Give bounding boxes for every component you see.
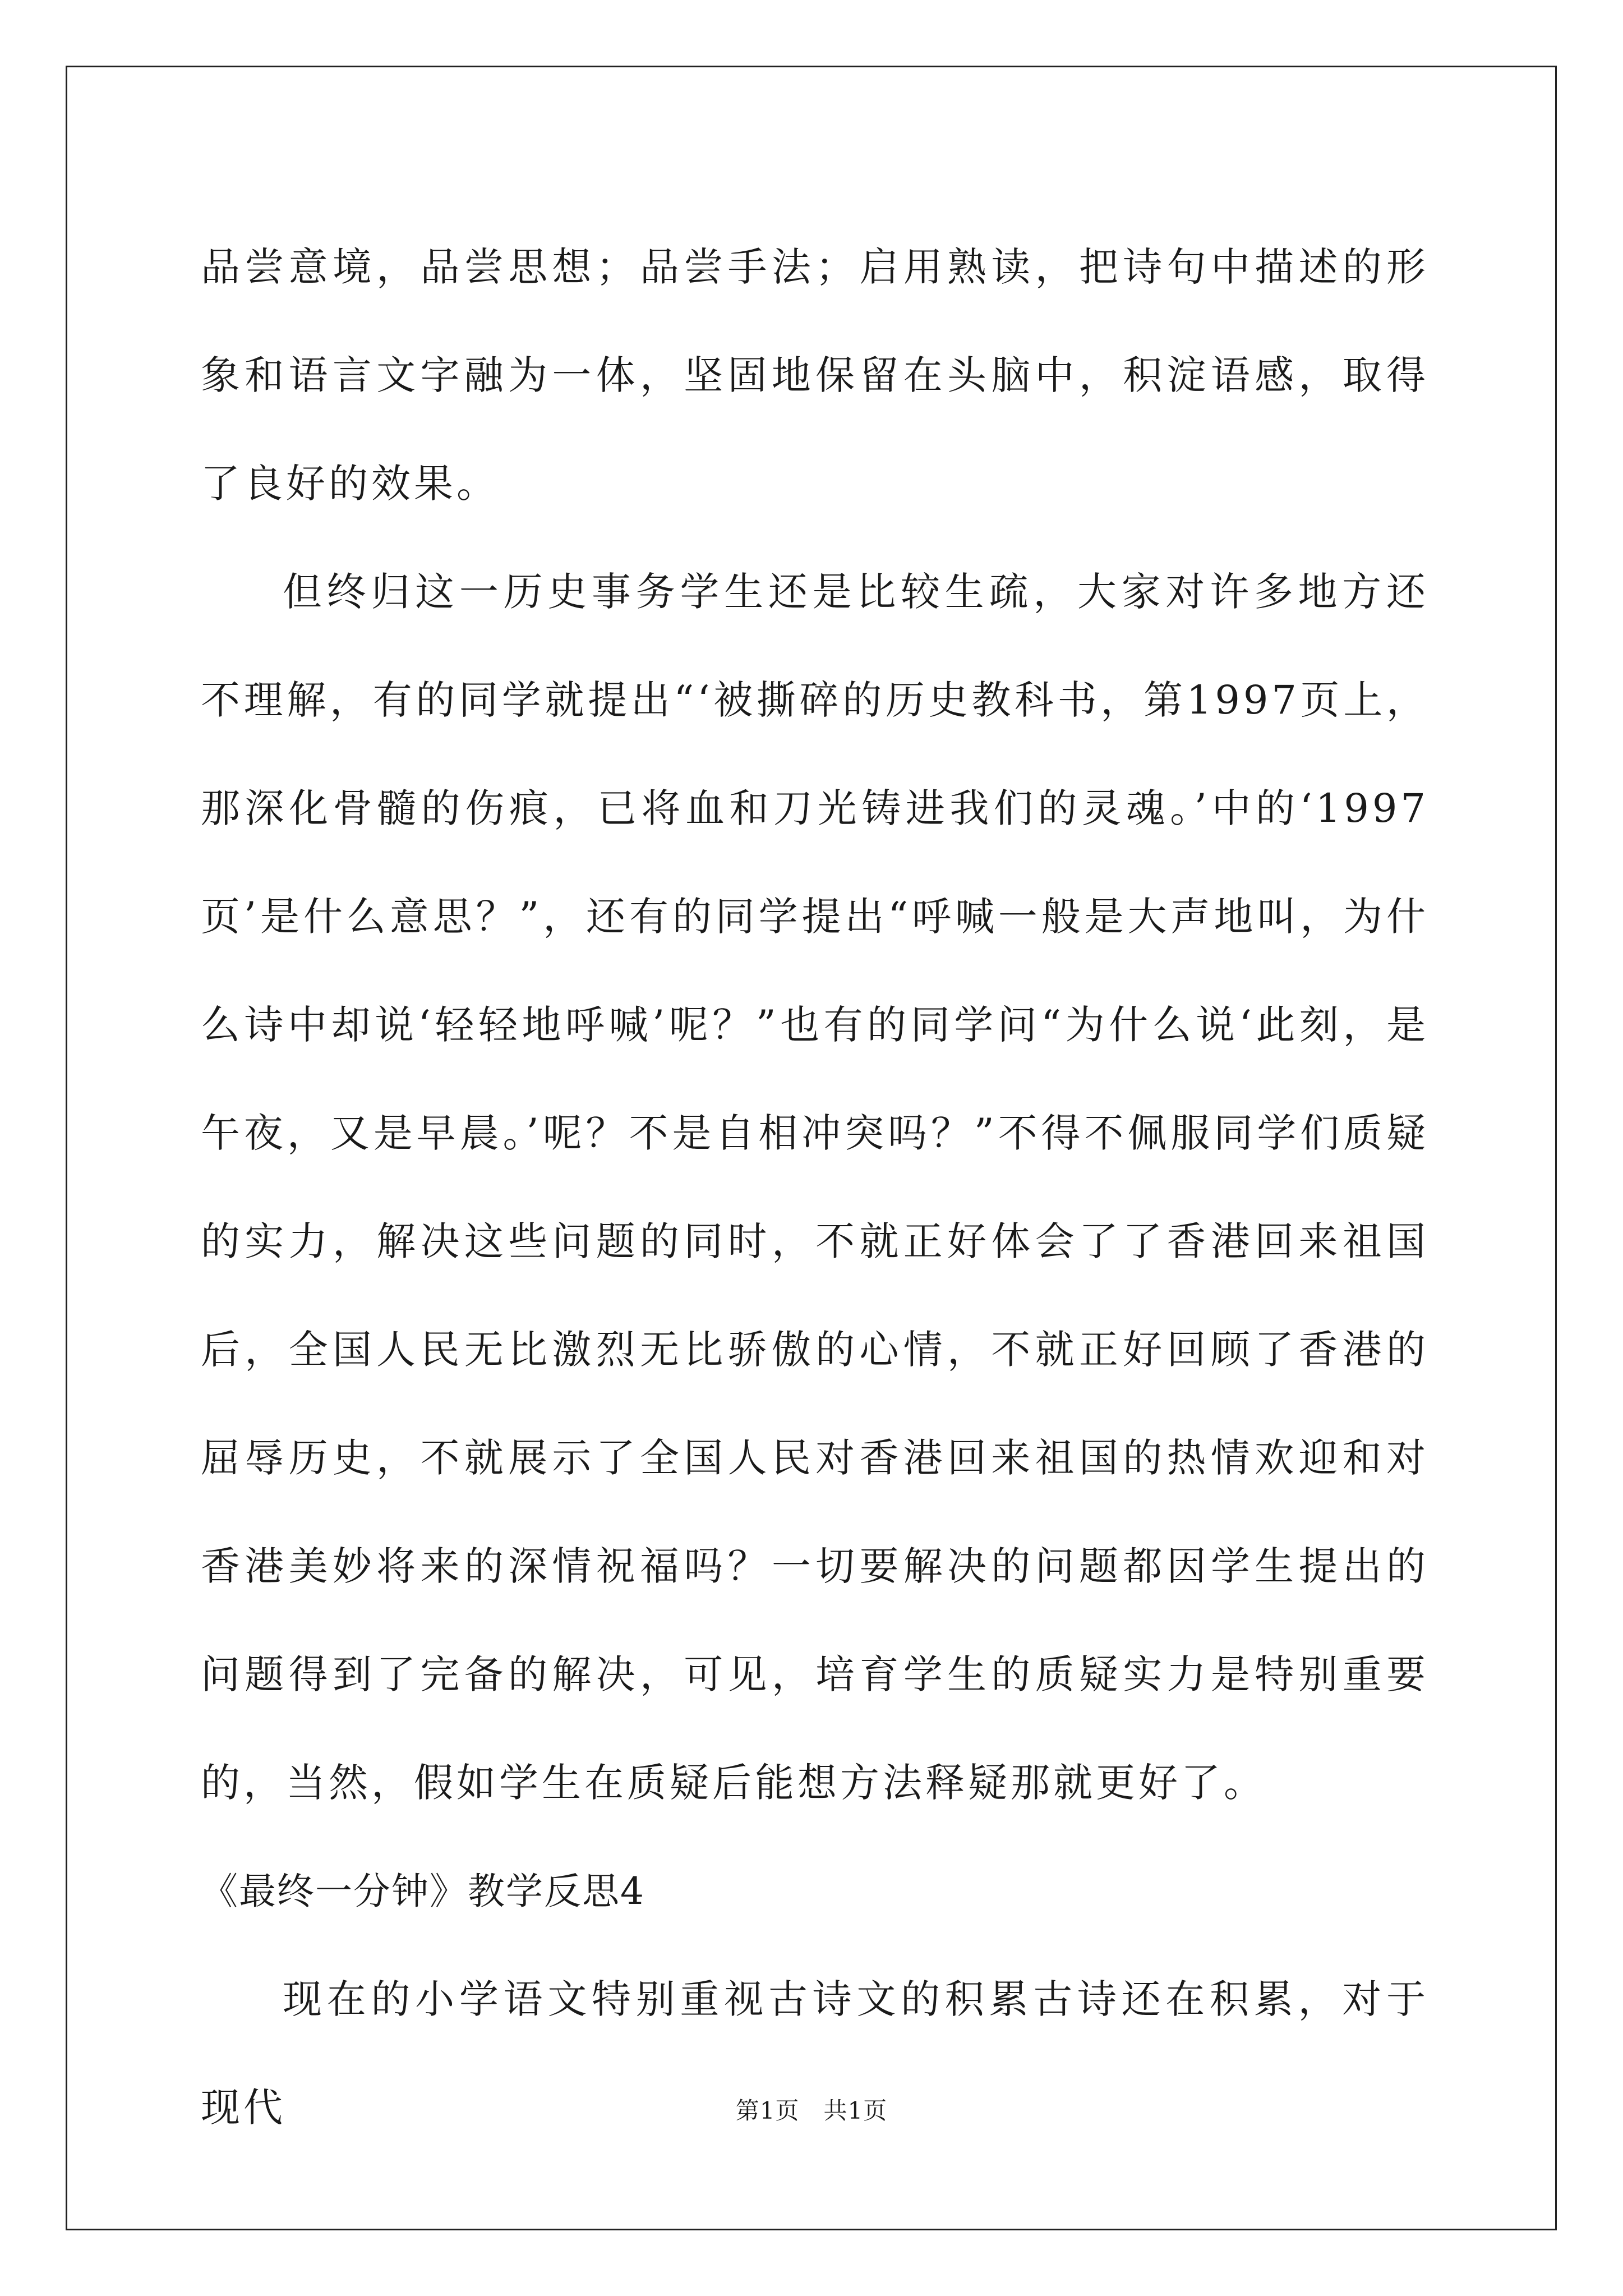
footer-spacer: [799, 2097, 823, 2124]
paragraph-1: 品尝意境，品尝思想；品尝手法；启用熟读，把诗句中描述的形象和语言文字融为一体，坚固地保留在头脑中，积淀语感，取得了良好的效果。: [201, 244, 1429, 507]
page-number: 第1页: [735, 2097, 800, 2124]
document-body: [201, 213, 1429, 2162]
page-total: 共1页: [823, 2097, 888, 2124]
paragraph-3: 现在的小学语文特别重视古诗文的积累古诗还在积累，对于现代: [201, 1976, 1429, 2131]
page-footer: [0, 2092, 1623, 2126]
section-heading: 《最终一分钟》教学反思4: [201, 1870, 645, 1913]
paragraph-2: 但终归这一历史事务学生还是比较生疏，大家对许多地方还不理解，有的同学就提出“‘被撕碎的历史教科书，第1997页上，那深化骨髓的伤痕，已将血和刀光铸进我们的灵魂。’中的‘1997页’是什么意思？”，还有的同学提出“呼喊一般是大声地叫，为什么诗中却说‘轻轻地呼喊’呢？”也有的同学问“为什么说‘此刻，是午夜，又是早晨。’呢？不是自相冲突吗？”不得不佩服同学们质疑的实力，解决这些问题的同时，不就正好体会了了香港回来祖国后，全国人民无比激烈无比骄傲的心情，不就正好回顾了香港的屈辱历史，不就展示了全国人民对香港回来祖国的热情欢迎和对香港美妙将来的深情祝福吗？一切要解决的问题都因学生提出的问题得到了完备的解决，可见，培育学生的质疑实力是特别重要的，当然，假如学生在质疑后能想方法释疑那就更好了。: [201, 569, 1429, 1806]
